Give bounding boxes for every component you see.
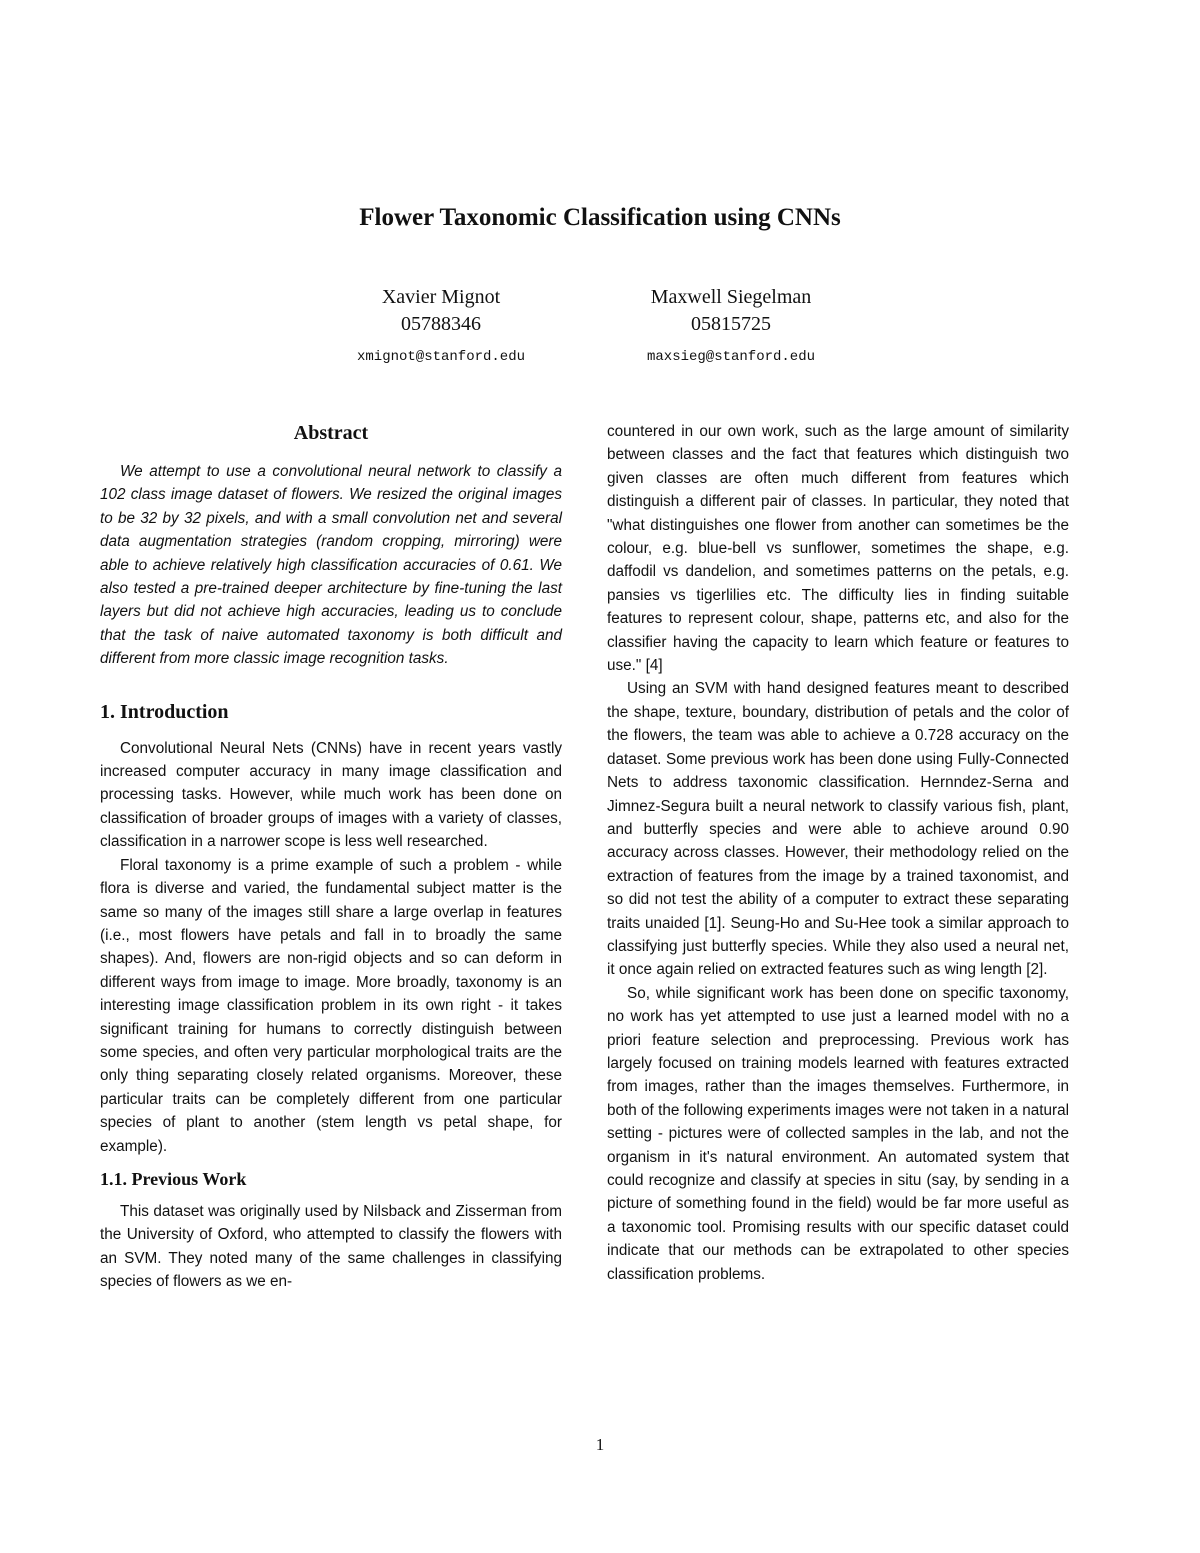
abstract-text: We attempt to use a convolutional neural network to classify a 102 class image dataset of flowers. We resized the original images to be 32 by 32 pixels, and with a small convolution net and several data augmentation strategies (random cropping, mirroring) were able to achieve relatively high classification accuracies of 0.61. We also tested a pre-trained deeper architecture by fine-tuning the last layers but did not achieve high accuracies, leading us to conclude that the task of naive automated taxonomy is both difficult and different from more classic image recognition tasks. (100, 463, 562, 668)
author-block-2 (581, 284, 881, 371)
paragraph-continued: countered in our own work, such as the large amount of similarity between classes and the fact that features which distinguish two given classes are often much different from features which distinguish a different pair of classes. In particular, they noted that "what distinguishes one flower from another can sometimes be the colour, e.g. blue-bell vs sunflower, sometimes the shape, e.g. daffodil vs dandelion, and sometimes patterns on the petals, e.g. pansies vs tigerlilies etc. The difficulty lies in finding suitable features to represent colour, shape, patterns etc, and also for the classifier having the capacity to learn which feature or features to use." [4] (607, 423, 1069, 675)
paragraph: So, while significant work has been done on specific taxonomy, no work has yet attempted to use just a learned model with no a priori feature selection and preprocessing. Previous work has largely focused on training models learned with features extracted from images, rather than the images themselves. Furthermore, in both of the following experiments images were not taken in a natural setting - pictures were of collected samples in the lab, and not the organism in it's natural environment. An automated system that could recognize and classify at species in situ (say, by sending in a picture of something found in the field) would be far more useful as a taxonomic tool. Promising results with our specific dataset could indicate that our methods can be extrapolated to other species classification problems. (607, 984, 1069, 1283)
author-name: Xavier Mignot (381, 286, 501, 308)
paragraph: Convolutional Neural Nets (CNNs) have in recent years vastly increased computer accuracy in many image classification and processing tasks. However, while much work has been done on classification of broader groups of images with a variety of classes, classification in a narrower scope is less well researched. (100, 739, 562, 851)
author-email: maxsieg@stanford.edu (646, 349, 816, 365)
author-id: 05788346 (401, 313, 481, 335)
author-id: 05815725 (691, 313, 771, 335)
right-column (607, 420, 1069, 1286)
author-block-1 (291, 284, 591, 371)
paragraph: Using an SVM with hand designed features meant to described the shape, texture, boundary, distribution of petals and the color of the flowers, the team was able to achieve a 0.728 accuracy on the dataset. Some previous work has been done using Fully-Connected Nets to address taxonomic classification. Hernndez-Serna and Jimnez-Segura built a neural network to classify various fish, plant, and butterfly species and were able to achieve around 0.90 accuracy across classes. However, their methodology relied on the extraction of features from the image by a trained taxonomist, and so did not test the ability of a computer to extract these separating traits unaided [1]. Seung-Ho and Su-Hee took a similar approach to classifying just butterfly species. While they also used a neural net, it once again relied on extracted features such as wing length [2]. (607, 680, 1069, 979)
author-name: Maxwell Siegelman (650, 286, 812, 308)
subsection-heading-previous-work: 1.1. Previous Work (100, 1168, 247, 1189)
paragraph: Floral taxonomy is a prime example of such a problem - while flora is diverse and varied, the fundamental subject matter is the same so many of the images still share a large overlap in features (i.e., most flowers have petals and fall in to broadly the same shapes). And, flowers are non-rigid objects and so can deform in different ways from image to image. More broadly, taxonomy is an interesting image classification problem in its own right - it takes significant training for humans to correctly distinguish between some species, and often very particular morphological traits are the only thing separating closely related organisms. Moreover, these particular traits can be completely different from one particular species of plant to another (stem length vs petal shape, for example). (100, 856, 562, 1155)
abstract-heading: Abstract (293, 422, 369, 444)
left-column (100, 420, 562, 1294)
paragraph: This dataset was originally used by Nilsback and Zisserman from the University of Oxford, who attempted to classify the flowers with an SVM. They noted many of the same challenges in classifying species of flowers as we en- (100, 1202, 562, 1291)
paper-title: Flower Taxonomic Classification using CNNs (359, 204, 841, 231)
section-heading-introduction: 1. Introduction (100, 700, 229, 723)
page-number: 1 (595, 1435, 605, 1454)
author-email: xmignot@stanford.edu (356, 349, 526, 365)
